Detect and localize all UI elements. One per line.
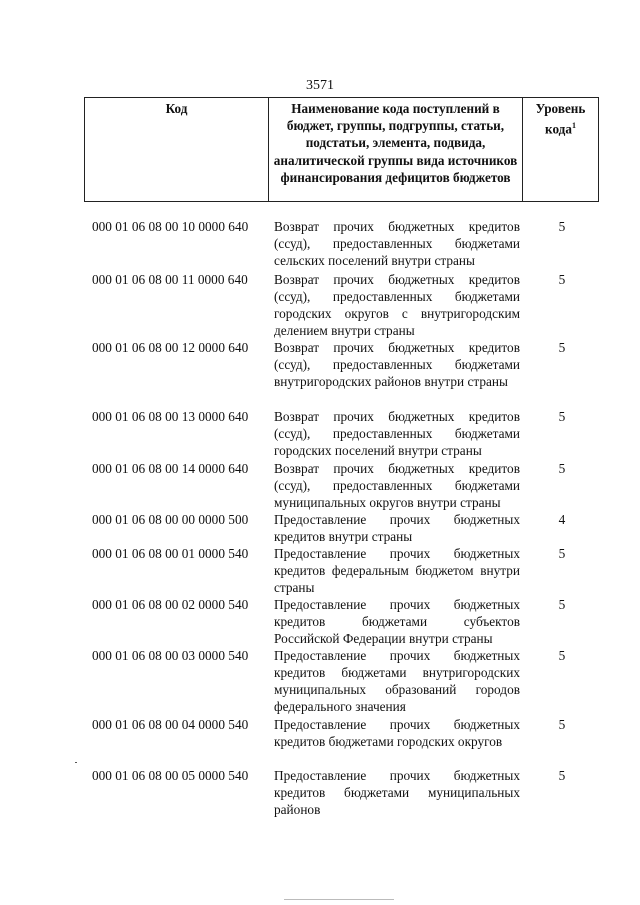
row-level: 5: [558, 768, 566, 783]
row-name: Возврат прочих бюджетных кредитов (ссуд), предоставленных бюджетами городских округов с внутригородским делением внутри страны: [274, 272, 520, 338]
table-row: [0, 460, 640, 511]
table-row: [0, 716, 640, 767]
row-level: 5: [558, 272, 566, 287]
table-row: [0, 408, 640, 460]
scan-mark: [75, 762, 77, 763]
row-level: 5: [558, 219, 566, 234]
table-row: [0, 218, 640, 271]
row-code: 000 01 06 08 00 03 0000 540: [92, 648, 249, 663]
row-name: Предоставление прочих бюджетных кредитов бюджетами внутригородских муниципальных образований городов федерального значения: [274, 648, 520, 714]
row-name: Возврат прочих бюджетных кредитов (ссуд), предоставленных бюджетами внутригородских районов внутри страны: [274, 340, 520, 389]
row-level: 5: [558, 648, 566, 663]
row-code: 000 01 06 08 00 14 0000 640: [92, 461, 249, 476]
row-name: Предоставление прочих бюджетных кредитов федеральным бюджетом внутри страны: [274, 546, 520, 595]
row-name: Предоставление прочих бюджетных кредитов бюджетами субъектов Российской Федерации внутри страны: [274, 597, 520, 646]
row-level: 4: [558, 512, 566, 527]
row-level: 5: [558, 717, 566, 732]
row-level: 5: [558, 546, 566, 561]
table-row: [0, 271, 640, 339]
row-code: 000 01 06 08 00 04 0000 540: [92, 717, 249, 732]
row-level: 5: [558, 461, 566, 476]
row-code: 000 01 06 08 00 01 0000 540: [92, 546, 249, 561]
row-level: 5: [558, 340, 566, 355]
row-code: 000 01 06 08 00 12 0000 640: [92, 340, 249, 355]
row-level: 5: [558, 597, 566, 612]
row-name: Возврат прочих бюджетных кредитов (ссуд), предоставленных бюджетами городских поселений внутри страны: [274, 409, 520, 458]
row-code: 000 01 06 08 00 05 0000 540: [92, 768, 249, 783]
table-header: [84, 97, 599, 202]
header-name-cell: [268, 98, 522, 201]
row-name: Предоставление прочих бюджетных кредитов бюджетами городских округов: [274, 717, 520, 749]
page-number: 3571: [306, 78, 334, 93]
table-row: [0, 545, 640, 596]
header-code-cell: [85, 98, 268, 201]
header-name-label: Наименование кода поступлений в бюджет, группы, подгруппы, статьи, подстатьи, элемента, подвида, аналитической группы вида источников финансирования дефицитов бюджетов: [273, 101, 518, 185]
footnote-marker: 1: [571, 121, 576, 131]
row-code: 000 01 06 08 00 13 0000 640: [92, 409, 249, 424]
row-code: 000 01 06 08 00 10 0000 640: [92, 219, 249, 234]
bottom-rule: [284, 899, 394, 900]
table-row: [0, 647, 640, 716]
table-row: [0, 511, 640, 545]
row-level: 5: [558, 409, 566, 424]
row-code: 000 01 06 08 00 02 0000 540: [92, 597, 249, 612]
row-name: Возврат прочих бюджетных кредитов (ссуд), предоставленных бюджетами сельских поселений внутри страны: [274, 219, 520, 268]
row-name: Предоставление прочих бюджетных кредитов бюджетами муниципальных районов: [274, 768, 520, 817]
row-code: 000 01 06 08 00 11 0000 640: [92, 272, 248, 287]
header-level-label: Уровень кода: [535, 101, 586, 137]
row-code: 000 01 06 08 00 00 0000 500: [92, 512, 249, 527]
table-row: [0, 767, 640, 819]
header-level-cell: [522, 98, 598, 201]
table-row: [0, 339, 640, 408]
header-code-label: Код: [165, 101, 188, 116]
table-row: [0, 596, 640, 647]
row-name: Предоставление прочих бюджетных кредитов внутри страны: [274, 512, 520, 544]
row-name: Возврат прочих бюджетных кредитов (ссуд), предоставленных бюджетами муниципальных округов внутри страны: [274, 461, 520, 510]
table-body: [0, 218, 640, 819]
